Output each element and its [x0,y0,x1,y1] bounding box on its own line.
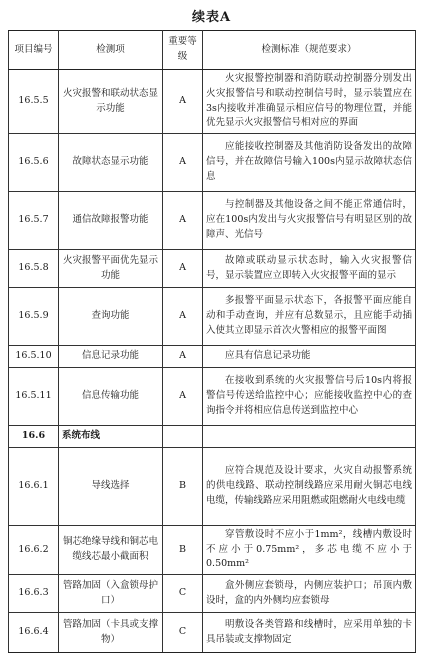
row-no: 16.6.4 [9,613,59,653]
table-row [9,134,416,192]
row-standard: 应能接收控制器及其他消防设备发出的故障信号，并在故障信号输入100s内显示故障状态信息 [203,134,416,192]
table-row [9,526,416,575]
row-item: 管路加固（入盒锁母护口） [59,575,163,613]
row-item: 查询功能 [59,288,163,346]
row-no: 16.5.9 [9,288,59,346]
table-row [9,368,416,426]
row-standard: 应具有信息记录功能 [203,346,416,368]
row-level: A [163,134,203,192]
row-no: 16.5.11 [9,368,59,426]
row-item: 火灾报警平面优先显示功能 [59,250,163,288]
row-standard: 应符合规范及设计要求，火灾自动报警系统的供电线路、联动控制线路应采用耐火铜芯电线电缆，传输线路应采用阻燃或阻燃耐火电线电缆 [203,448,416,526]
row-item: 信息记录功能 [59,346,163,368]
row-standard: 在接收到系统的火灾报警信号后10s内将报警信号传送给监控中心；应能接收监控中心的查询指令并将相应信息传送到监控中心 [203,368,416,426]
row-standard: 与控制器及其他设备之间不能正常通信时，应在100s内发出与火灾报警信号有明显区别的故障声、光信号 [203,192,416,250]
row-no: 16.6.2 [9,526,59,575]
table-row [9,70,416,134]
row-level: A [163,70,203,134]
section-no: 16.6 [9,426,59,448]
row-level: B [163,526,203,575]
row-level: A [163,250,203,288]
row-item: 火灾报警和联动状态显示功能 [59,70,163,134]
header-item: 检测项 [59,31,163,70]
section-title: 系统布线 [59,426,163,448]
row-no: 16.6.3 [9,575,59,613]
row-item: 故障状态显示功能 [59,134,163,192]
row-item: 信息传输功能 [59,368,163,426]
table-row [9,448,416,526]
row-level: A [163,368,203,426]
row-no: 16.5.10 [9,346,59,368]
row-standard: 明敷设各类管路和线槽时，应采用单独的卡具吊装或支撑物固定 [203,613,416,653]
row-no: 16.5.6 [9,134,59,192]
header-level: 重要等级 [163,31,203,70]
table-row [9,575,416,613]
row-level: C [163,613,203,653]
table-row [9,192,416,250]
row-item: 通信故障报警功能 [59,192,163,250]
section-row [9,426,416,448]
row-level: A [163,346,203,368]
table-row [9,346,416,368]
header-standard: 检测标准（规范要求） [203,31,416,70]
row-standard: 穿管敷设时不应小于1mm²，线槽内敷设时不应小于0.75mm²，多芯电缆不应小于0.50mm² [203,526,416,575]
row-standard: 盒外侧应套锁母，内侧应装护口；吊顶内敷设时，盒的内外侧均应套锁母 [203,575,416,613]
header-no: 项目编号 [9,31,59,70]
table-row [9,613,416,653]
header-row [9,31,416,70]
row-level: A [163,288,203,346]
row-item: 导线选择 [59,448,163,526]
table-row [9,288,416,346]
row-standard: 多报警平面显示状态下，各报警平面应能自动和手动查询，并应有总数显示，且应能手动插入使其立即显示首次火警相应的报警平面图 [203,288,416,346]
row-level: B [163,448,203,526]
row-item: 铜芯绝缘导线和铜芯电缆线芯最小截面积 [59,526,163,575]
section-level [163,426,203,448]
row-level: C [163,575,203,613]
row-no: 16.6.1 [9,448,59,526]
inspection-table [8,30,416,653]
table-title: 续表A [191,10,232,25]
row-standard: 火灾报警控制器和消防联动控制器分别发出火灾报警信号和联动控制信号时，显示装置应在3s内接收并准确显示相应信号的物理位置，并能优先显示火灾报警信号相对应的界面 [203,70,416,134]
row-item: 管路加固（卡具或支撑物） [59,613,163,653]
row-no: 16.5.7 [9,192,59,250]
row-no: 16.5.8 [9,250,59,288]
row-standard: 故障或联动显示状态时，输入火灾报警信号，显示装置应立即转入火灾报警平面的显示 [203,250,416,288]
row-level: A [163,192,203,250]
section-standard [203,426,416,448]
row-no: 16.5.5 [9,70,59,134]
table-row [9,250,416,288]
